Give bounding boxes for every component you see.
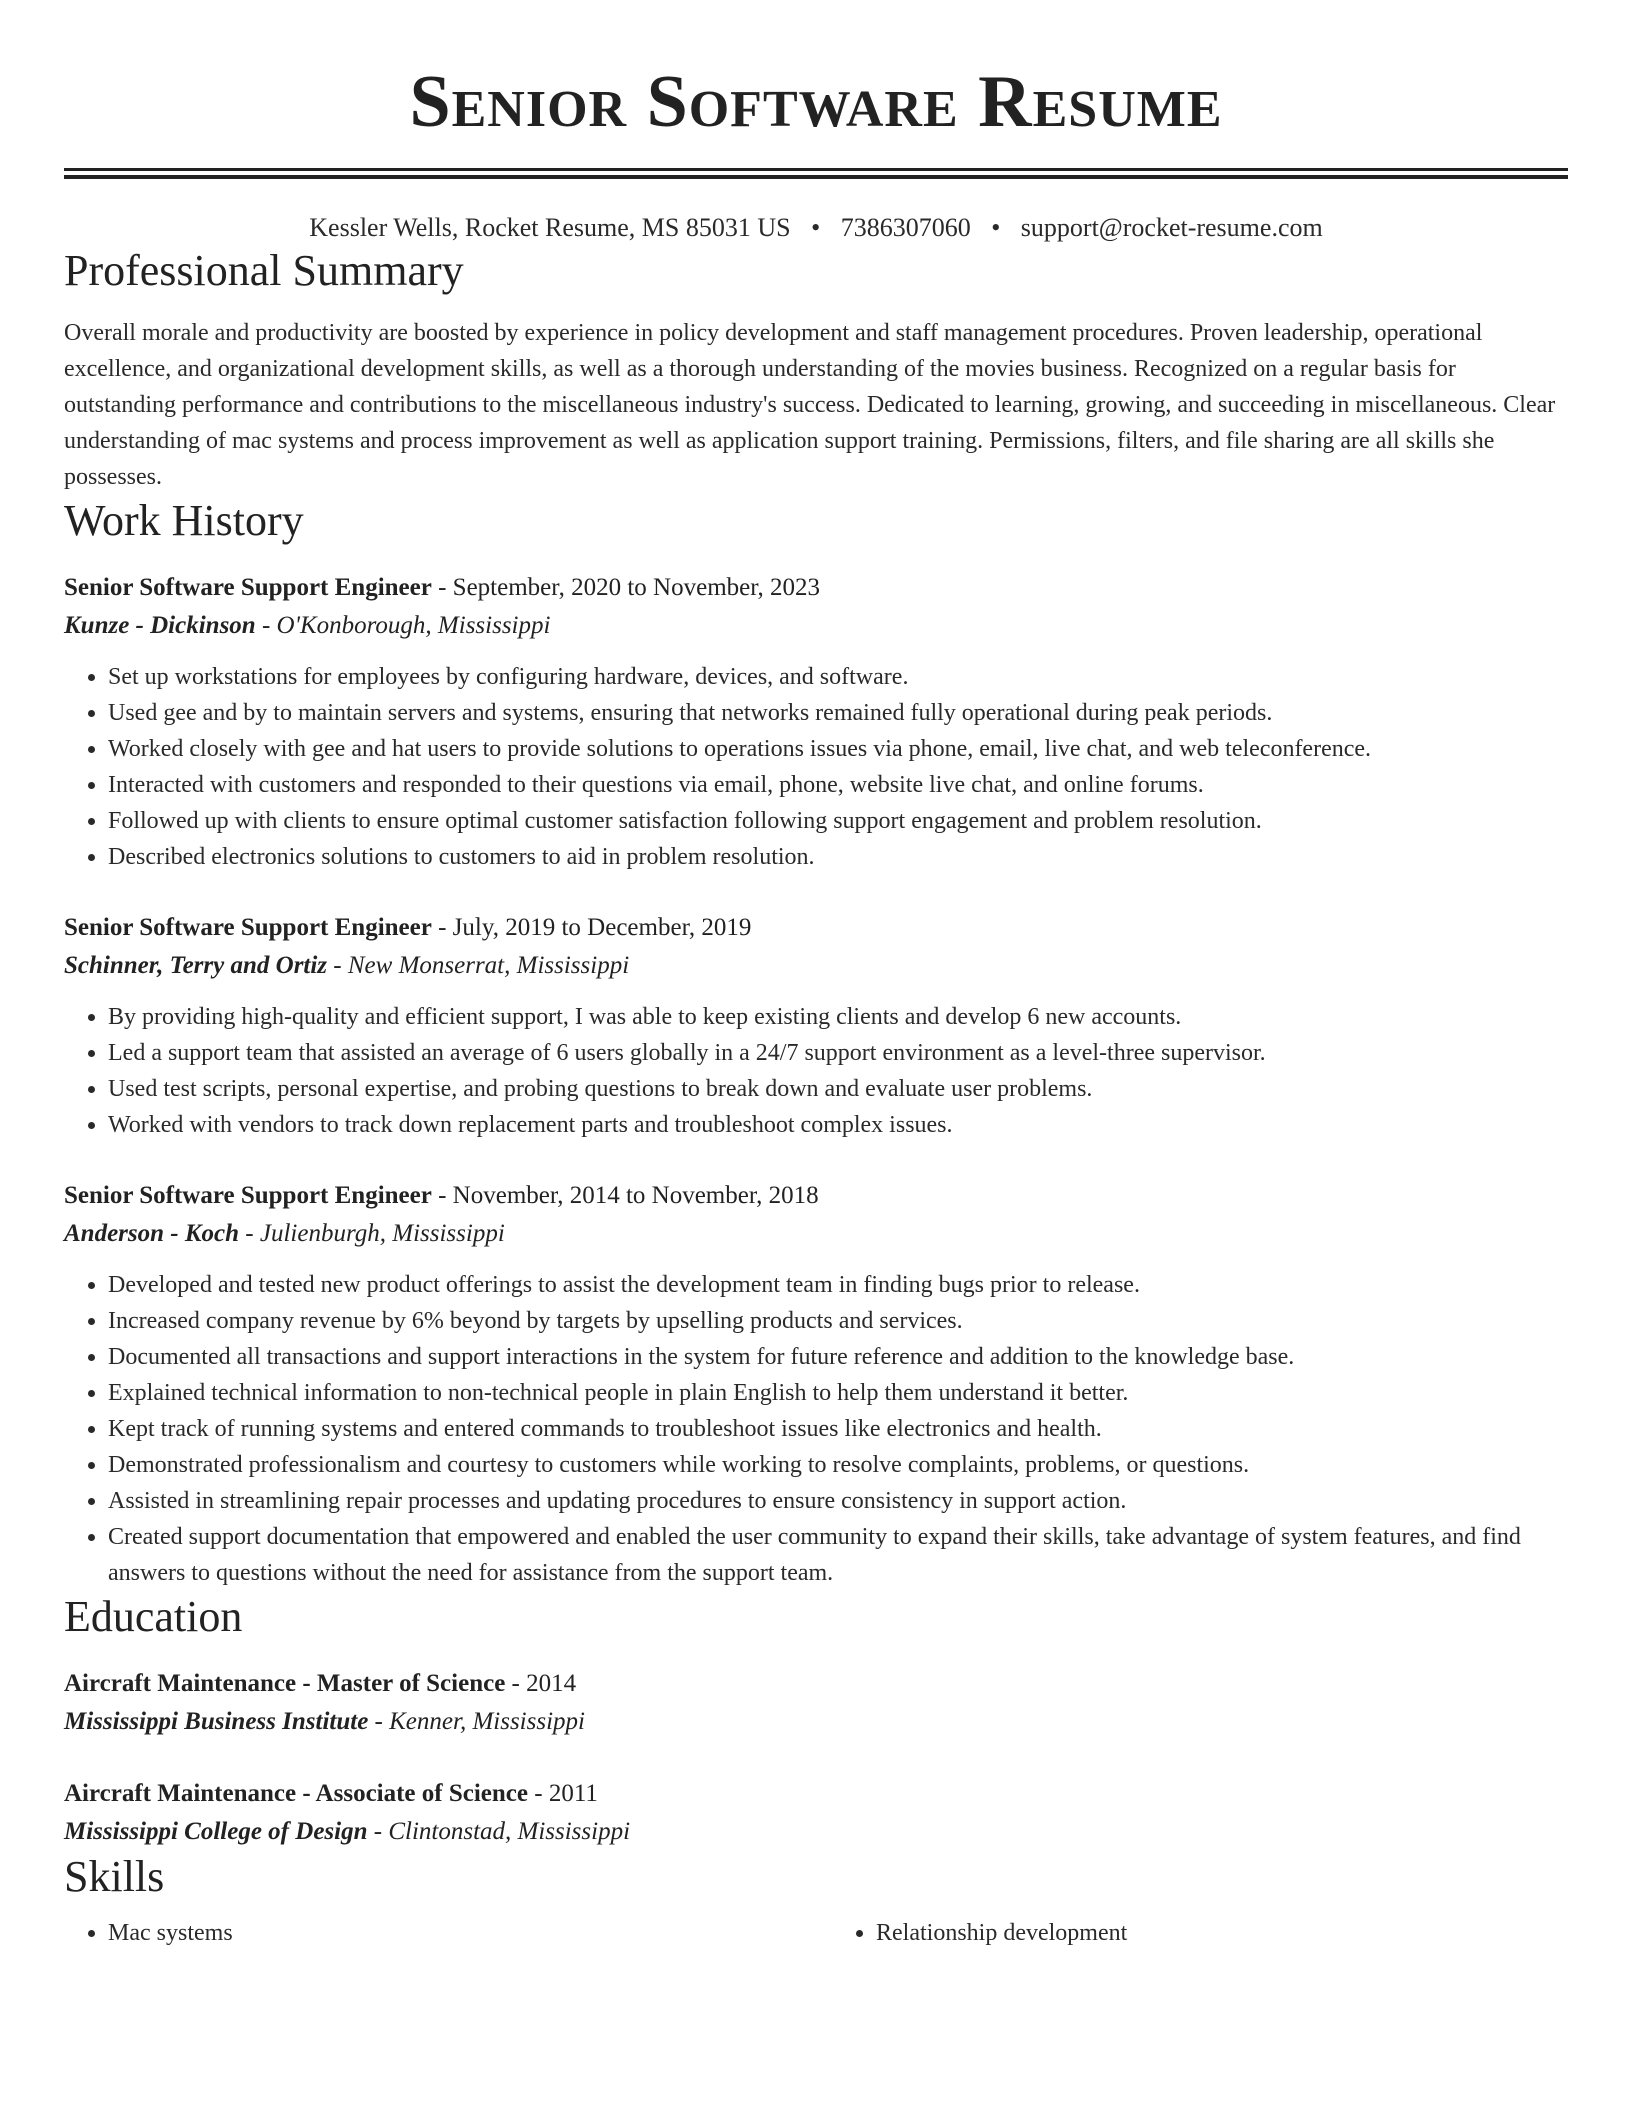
contact-address: Kessler Wells, Rocket Resume, MS 85031 US bbox=[309, 213, 791, 242]
list-item: • Demonstrated professionalism and courtesy to customers while working to resolve complaints, problems, or questions. bbox=[108, 1447, 1568, 1483]
school-location: - Kenner, Mississippi bbox=[368, 1708, 585, 1735]
contact-phone: 7386307060 bbox=[840, 213, 971, 242]
contact-email: support@rocket-resume.com bbox=[1020, 213, 1323, 242]
school-line bbox=[64, 1703, 1568, 1741]
list-item: • Used gee and by to maintain servers and systems, ensuring that networks remained fully operational during peak periods. bbox=[108, 695, 1568, 731]
job-title-line bbox=[64, 1177, 1568, 1215]
list-item: • Explained technical information to non-technical people in plain English to help them understand it better. bbox=[108, 1375, 1568, 1411]
school-name: Mississippi College of Design bbox=[64, 1818, 368, 1845]
employer-location: - New Monserrat, Mississippi bbox=[327, 952, 630, 979]
skills-grid bbox=[64, 1915, 1568, 1951]
list-item: • Followed up with clients to ensure optimal customer satisfaction following support engagement and problem resolution. bbox=[108, 803, 1568, 839]
list-item: • Worked with vendors to track down replacement parts and troubleshoot complex issues. bbox=[108, 1107, 1568, 1143]
list-item: • Kept track of running systems and entered commands to troubleshoot issues like electronics and health. bbox=[108, 1411, 1568, 1447]
summary-heading: Professional Summary bbox=[64, 246, 464, 295]
list-item: • Developed and tested new product offerings to assist the development team in finding bugs prior to release. bbox=[108, 1267, 1568, 1303]
job-entry bbox=[64, 569, 1568, 875]
job-entry bbox=[64, 1177, 1568, 1591]
summary-text: Overall morale and productivity are boosted by experience in policy development and staff management procedures. Proven leadership, operational excellence, and organizational development skills, as well as a thorough understanding of the movies business. Recognized on a regular basis for outstanding performance and contributions to the miscellaneous industry's success. Dedicated to learning, growing, and succeeding in miscellaneous. Clear understanding of mac systems and process improvement as well as application support training. Permissions, filters, and file sharing are all skills she possesses. bbox=[64, 320, 1556, 490]
degree-line bbox=[64, 1775, 1568, 1813]
list-item: • Documented all transactions and support interactions in the system for future reference and addition to the knowledge base. bbox=[108, 1339, 1568, 1375]
list-item: • Interacted with customers and responded to their questions via email, phone, website live chat, and online forums. bbox=[108, 767, 1568, 803]
list-item: • Led a support team that assisted an average of 6 users globally in a 24/7 support environment as a level-three supervisor. bbox=[108, 1035, 1568, 1071]
contact-separator: • bbox=[991, 213, 1001, 242]
employer-name: Anderson - Koch bbox=[64, 1220, 240, 1247]
title-divider bbox=[64, 168, 1568, 179]
list-item: • Used test scripts, personal expertise, and probing questions to break down and evaluate user problems. bbox=[108, 1071, 1568, 1107]
job-dates: - September, 2020 to November, 2023 bbox=[431, 574, 821, 601]
employer-name: Schinner, Terry and Ortiz bbox=[64, 952, 328, 979]
education-heading: Education bbox=[64, 1592, 243, 1641]
job-bullets bbox=[64, 659, 1568, 875]
list-item: • Set up workstations for employees by configuring hardware, devices, and software. bbox=[108, 659, 1568, 695]
contact-separator: • bbox=[811, 213, 821, 242]
school-location: - Clintonstad, Mississippi bbox=[367, 1818, 631, 1845]
contact-line bbox=[64, 211, 1568, 245]
skills-column-right bbox=[832, 1915, 1568, 1951]
job-dates: - November, 2014 to November, 2018 bbox=[431, 1182, 819, 1209]
employer-line bbox=[64, 947, 1568, 985]
school-name: Mississippi Business Institute bbox=[64, 1708, 369, 1735]
job-title: Senior Software Support Engineer bbox=[64, 574, 432, 601]
list-item: • Created support documentation that empowered and enabled the user community to expand their skills, take advantage of system features, and find answers to questions without the need for assistance from the support team. bbox=[108, 1519, 1568, 1591]
degree-line bbox=[64, 1665, 1568, 1703]
employer-name: Kunze - Dickinson bbox=[64, 612, 256, 639]
job-entry bbox=[64, 909, 1568, 1143]
degree-year: - 2011 bbox=[528, 1780, 598, 1807]
education-entry bbox=[64, 1665, 1568, 1741]
job-title: Senior Software Support Engineer bbox=[64, 1182, 432, 1209]
list-item: • By providing high-quality and efficient support, I was able to keep existing clients and develop 6 new accounts. bbox=[108, 999, 1568, 1035]
education-entry bbox=[64, 1775, 1568, 1851]
employer-location: - O'Konborough, Mississippi bbox=[255, 612, 551, 639]
degree-name: Aircraft Maintenance - Associate of Science bbox=[64, 1780, 528, 1807]
list-item: • Worked closely with gee and hat users to provide solutions to operations issues via phone, email, live chat, and web teleconference. bbox=[108, 731, 1568, 767]
job-dates: - July, 2019 to December, 2019 bbox=[431, 914, 752, 941]
job-bullets bbox=[64, 999, 1568, 1143]
job-title-line bbox=[64, 909, 1568, 947]
employer-line bbox=[64, 607, 1568, 645]
skills-column-left bbox=[64, 1915, 800, 1951]
job-title: Senior Software Support Engineer bbox=[64, 914, 432, 941]
employer-location: - Julienburgh, Mississippi bbox=[239, 1220, 505, 1247]
skill-item: • Mac systems bbox=[108, 1915, 800, 1951]
list-item: • Described electronics solutions to customers to aid in problem resolution. bbox=[108, 839, 1568, 875]
job-title-line bbox=[64, 569, 1568, 607]
work-history-heading: Work History bbox=[64, 496, 304, 545]
school-line bbox=[64, 1813, 1568, 1851]
employer-line bbox=[64, 1215, 1568, 1253]
degree-name: Aircraft Maintenance - Master of Science bbox=[64, 1670, 506, 1697]
resume-title: Senior Software Resume bbox=[409, 61, 1223, 143]
degree-year: - 2014 bbox=[505, 1670, 577, 1697]
list-item: • Assisted in streamlining repair processes and updating procedures to ensure consistency in support action. bbox=[108, 1483, 1568, 1519]
skill-item: • Relationship development bbox=[876, 1915, 1568, 1951]
skills-heading: Skills bbox=[64, 1852, 165, 1901]
list-item: • Increased company revenue by 6% beyond by targets by upselling products and services. bbox=[108, 1303, 1568, 1339]
job-bullets bbox=[64, 1267, 1568, 1591]
